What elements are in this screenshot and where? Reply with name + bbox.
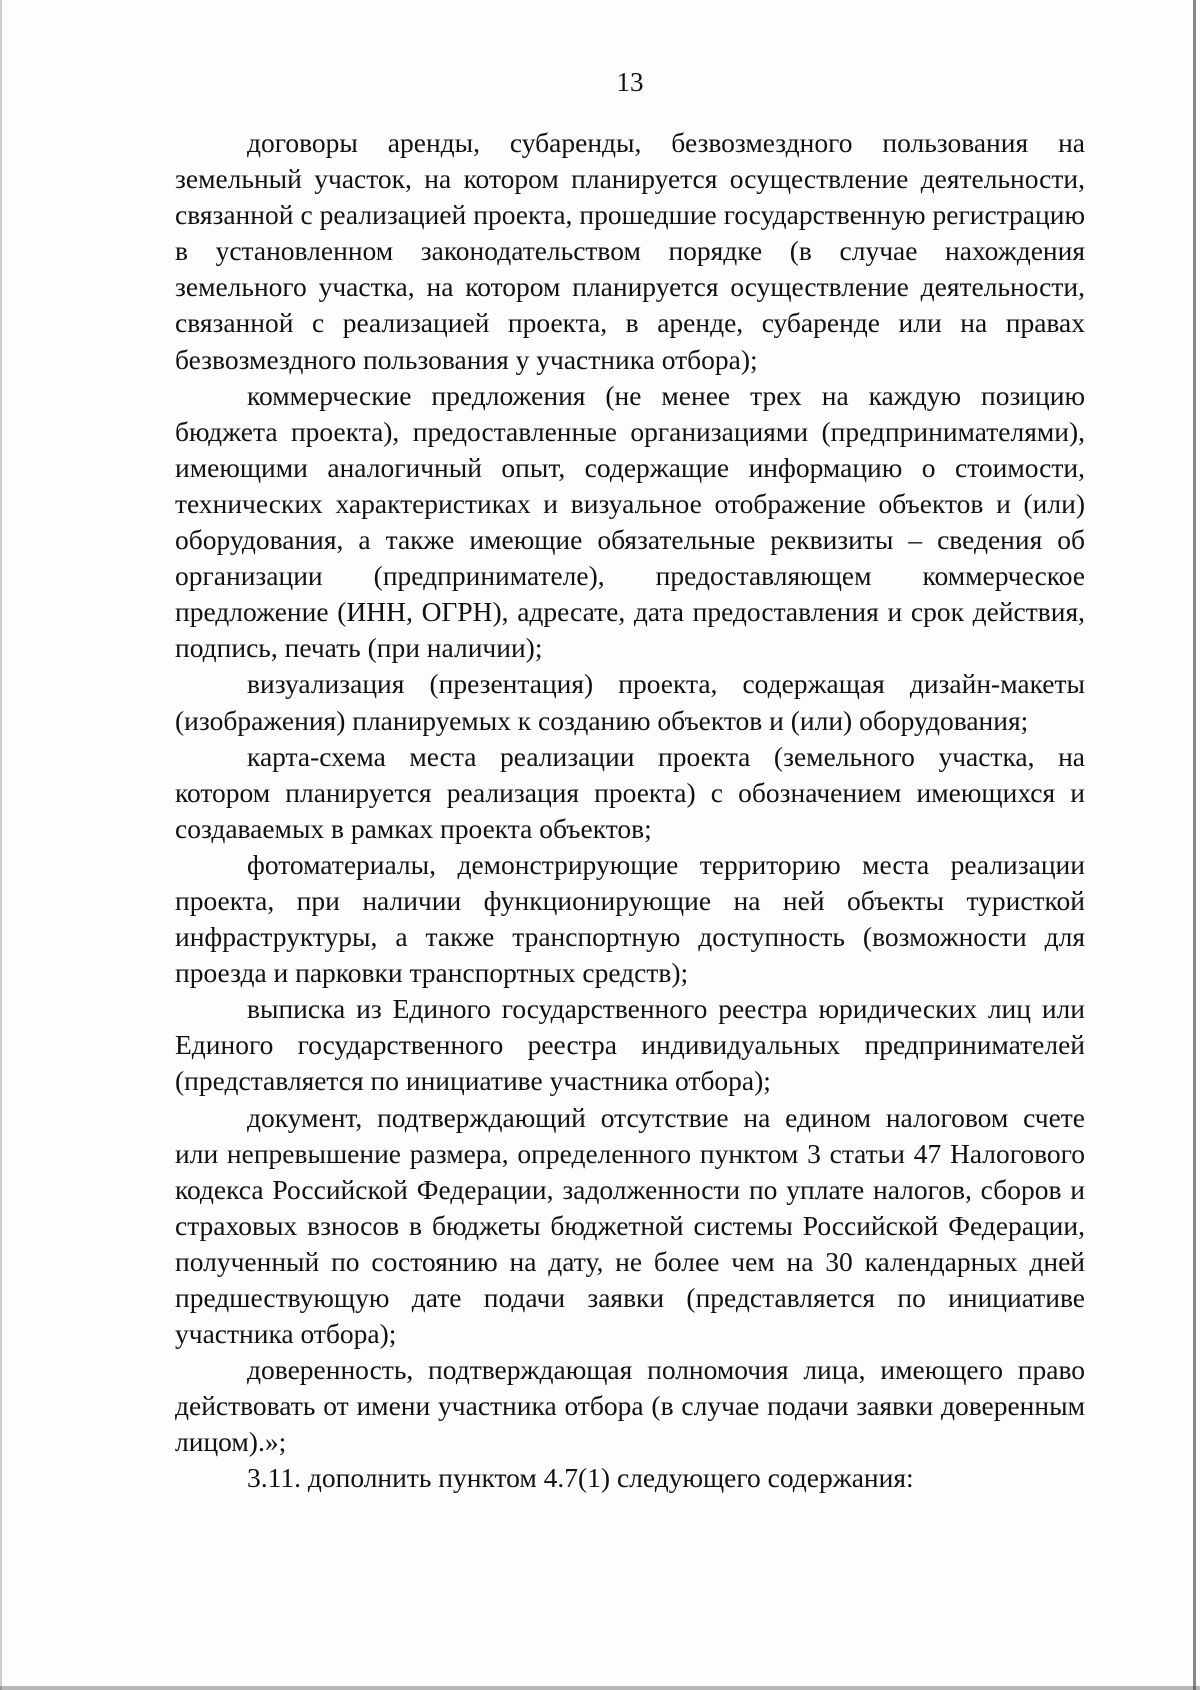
scan-edge-right (1193, 0, 1196, 1690)
paragraph-registry-extract: выписка из Единого государственного реестра юридических лиц или Единого государственного реестра индивидуальных предпринимателей (представляется по инициативе участника отбора); (175, 993, 1085, 1097)
paragraph-visualization: визуализация (презентация) проекта, содержащая дизайн-макеты (изображения) планируемых к созданию объектов и (или) оборудования; (175, 668, 1085, 736)
paragraph-lease-agreements: договоры аренды, субаренды, безвозмездного пользования на земельный участок, на котором планируется осуществление деятельности, связанной с реализацией проекта, прошедшие государственную регистрацию в установленном законодательством порядке (в случае нахождения земельного участка, на котором планируется осуществление деятельности, связанной с реализацией проекта, в аренде, субаренде или на правах безвозмездного пользования у участника отбора); (175, 127, 1085, 375)
scan-edge-bottom (0, 1686, 1200, 1690)
paragraph-tax-certificate: документ, подтверждающий отсутствие на едином налоговом счете или непревышение размера, определенного пунктом 3 статьи 47 Налогового кодекса Российской Федерации, задолженности по уплате налогов, сборов и страховых взносов в бюджеты бюджетной системы Российской Федерации, полученный по состоянию на дату, не более чем на 30 календарных дней предшествующую дате подачи заявки (представляется по инициативе участника отбора); (175, 1101, 1085, 1350)
scan-edge-left (0, 0, 2, 1690)
page-number: 13 (616, 67, 644, 97)
document-body (175, 125, 1085, 1497)
paragraph-power-of-attorney: доверенность, подтверждающая полномочия лица, имеющего право действовать от имени участника отбора (в случае подачи заявки доверенным лицом).»; (175, 1354, 1085, 1458)
paragraph-site-map: карта-схема места реализации проекта (земельного участка, на котором планируется реализация проекта) с обозначением имеющихся и создаваемых в рамках проекта объектов; (175, 740, 1085, 844)
paragraph-photo-materials: фотоматериалы, демонстрирующие территорию места реализации проекта, при наличии функционирующие на ней объекты туристкой инфраструктуры, а также транспортную доступность (возможности для проезда и парковки транспортных средств); (175, 848, 1085, 989)
paragraph-commercial-offers: коммерческие предложения (не менее трех на каждую позицию бюджета проекта), предоставленные организациями (предпринимателями), имеющими аналогичный опыт, содержащие информацию о стоимости, технических характеристиках и визуальное отображение объектов и (или) оборудования, а также имеющие обязательные реквизиты – сведения об организации (предпринимателе), предоставляющем коммерческое предложение (ИНН, ОГРН), адресате, дата предоставления и срок действия, подпись, печать (при наличии); (175, 379, 1085, 664)
paragraph-amendment-3-11: 3.11. дополнить пунктом 4.7(1) следующего содержания: (247, 1462, 914, 1494)
